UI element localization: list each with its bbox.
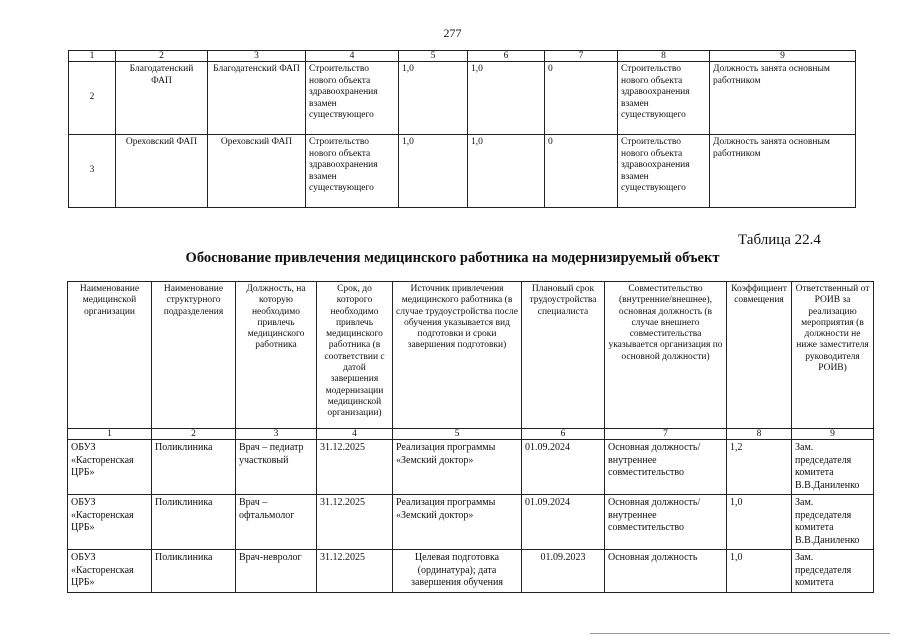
planned-date: 01.09.2024 (522, 495, 605, 550)
main-table (67, 281, 874, 593)
page-number: 277 (443, 26, 462, 40)
table-row (68, 550, 874, 593)
responsible: Зам. председателя комитета В.В.Даниленко (792, 440, 874, 495)
column-header: Наименование структурного подразделения (152, 282, 236, 429)
value-cell: 0 (545, 135, 618, 208)
scan-edge-line (590, 633, 890, 634)
source: Реализация программы «Земский доктор» (393, 495, 522, 550)
org-name: ОБУЗ «Касторенская ЦРБ» (68, 440, 152, 495)
deadline: 31.12.2025 (317, 550, 393, 593)
column-number: 2 (152, 429, 236, 440)
combination: Основная должность/внутреннее совместительство (605, 440, 727, 495)
top-table (68, 50, 856, 208)
value-cell: 1,0 (399, 135, 468, 208)
table-label: Таблица 22.4 (738, 232, 821, 248)
org-name: ОБУЗ «Касторенская ЦРБ» (68, 550, 152, 593)
column-numbers-row (68, 429, 874, 440)
main-table-header-row (68, 282, 874, 429)
column-header: Ответственный от РОИВ за реализацию мероприятия (в должности не ниже заместителя руководителя РОИВ) (792, 282, 874, 429)
value-cell: 1,0 (468, 135, 545, 208)
coefficient: 1,2 (727, 440, 792, 495)
unit-name: Ореховский ФАП (208, 135, 306, 208)
action-text: Строительство нового объекта здравоохранения взамен существующего (618, 135, 710, 208)
unit-name: Благодатенский ФАП (208, 62, 306, 135)
responsible: Зам. председателя комитета (792, 550, 874, 593)
top-table-header-cell: 5 (399, 51, 468, 62)
value-cell: 0 (545, 62, 618, 135)
unit-name: Поликлиника (152, 440, 236, 495)
row-number: 2 (69, 62, 116, 135)
status-text: Должность занята основным работником (710, 62, 856, 135)
top-table-header-cell: 4 (306, 51, 399, 62)
coefficient: 1,0 (727, 495, 792, 550)
column-header: Наименование медицинской организации (68, 282, 152, 429)
table-title: Обоснование привлечения медицинского работника на модернизируемый объект (185, 250, 720, 266)
column-number: 3 (236, 429, 317, 440)
column-number: 4 (317, 429, 393, 440)
position: Врач – офтальмолог (236, 495, 317, 550)
top-table-header-cell: 3 (208, 51, 306, 62)
table-row (69, 62, 856, 135)
status-text: Должность занята основным работником (710, 135, 856, 208)
planned-date: 01.09.2024 (522, 440, 605, 495)
top-table-header-row (69, 51, 856, 62)
unit-name: Поликлиника (152, 495, 236, 550)
org-name: Ореховский ФАП (116, 135, 208, 208)
column-header: Источник привлечения медицинского работника (в случае трудоустройства после обучения указывается вид подготовки и сроки завершения подготовки) (393, 282, 522, 429)
column-header: Плановый срок трудоустройства специалиста (522, 282, 605, 429)
action-text: Строительство нового объекта здравоохранения взамен существующего (306, 135, 399, 208)
column-header: Совместительство (внутренние/внешнее), основная должность (в случае внешнего совместительства указывается организация по основной должности) (605, 282, 727, 429)
org-name: Благодатенский ФАП (116, 62, 208, 135)
column-number: 9 (792, 429, 874, 440)
action-text: Строительство нового объекта здравоохранения взамен существующего (618, 62, 710, 135)
top-table-header-cell: 8 (618, 51, 710, 62)
unit-name: Поликлиника (152, 550, 236, 593)
top-table-header-cell: 2 (116, 51, 208, 62)
source: Реализация программы «Земский доктор» (393, 440, 522, 495)
deadline: 31.12.2025 (317, 440, 393, 495)
position: Врач – педиатр участковый (236, 440, 317, 495)
row-number: 3 (69, 135, 116, 208)
table-row (69, 135, 856, 208)
value-cell: 1,0 (399, 62, 468, 135)
column-number: 5 (393, 429, 522, 440)
column-number: 7 (605, 429, 727, 440)
deadline: 31.12.2025 (317, 495, 393, 550)
action-text: Строительство нового объекта здравоохранения взамен существующего (306, 62, 399, 135)
column-header: Коэффициент совмещения (727, 282, 792, 429)
column-number: 6 (522, 429, 605, 440)
responsible: Зам. председателя комитета В.В.Даниленко (792, 495, 874, 550)
column-header: Должность, на которую необходимо привлечь медицинского работника (236, 282, 317, 429)
top-table-header-cell: 1 (69, 51, 116, 62)
top-table-header-cell: 6 (468, 51, 545, 62)
source: Целевая подготовка (ординатура); дата завершения обучения (393, 550, 522, 593)
position: Врач-невролог (236, 550, 317, 593)
column-number: 1 (68, 429, 152, 440)
value-cell: 1,0 (468, 62, 545, 135)
table-row (68, 495, 874, 550)
combination: Основная должность/внутреннее совместительство (605, 495, 727, 550)
top-table-header-cell: 9 (710, 51, 856, 62)
column-header: Срок, до которого необходимо привлечь медицинского работника (в соответствии с датой завершения модернизации медицинской организации) (317, 282, 393, 429)
top-table-header-cell: 7 (545, 51, 618, 62)
planned-date: 01.09.2023 (522, 550, 605, 593)
org-name: ОБУЗ «Касторенская ЦРБ» (68, 495, 152, 550)
table-row (68, 440, 874, 495)
combination: Основная должность (605, 550, 727, 593)
coefficient: 1,0 (727, 550, 792, 593)
column-number: 8 (727, 429, 792, 440)
